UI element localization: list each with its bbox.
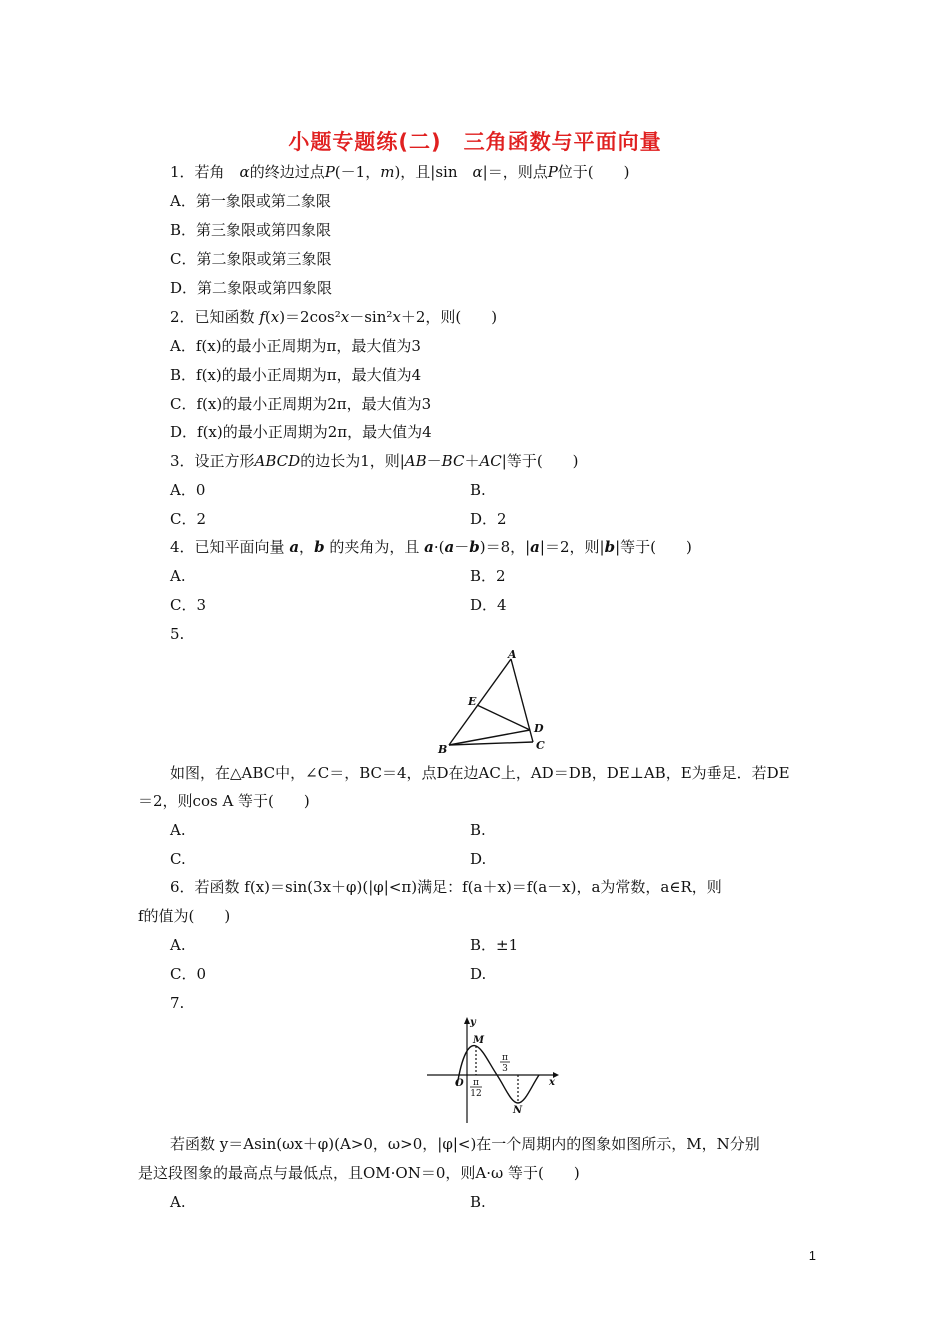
- q7-stem-line1: 若函数 y＝Asin(ωx＋φ)(A>0，ω>0，|φ|<)在一个周期内的图象如图所示，M，N分别: [170, 1135, 760, 1153]
- q6-option-b: B．±1: [470, 936, 519, 954]
- q6-option-a: A.: [170, 936, 186, 954]
- q2-stem: 2．已知函数 f(x)＝2cos²x－sin²x＋2，则( ): [170, 308, 498, 326]
- label-a: A: [508, 648, 517, 661]
- q4-option-a: A.: [170, 567, 186, 585]
- q1-option-b: B．第三象限或第四象限: [170, 221, 332, 239]
- page-number: 1: [808, 1248, 816, 1263]
- q2-option-d: D．f(x)的最小正周期为2π，最大值为4: [170, 423, 432, 441]
- q1-option-c: C．第二象限或第三象限: [170, 250, 332, 268]
- q7-number: 7.: [170, 994, 185, 1012]
- q5-number: 5.: [170, 625, 185, 643]
- q6-stem-line1: 6．若函数 f(x)＝sin(3x＋φ)(|φ|<π)满足：f(a＋x)＝f(a－x)，a为常数，a∈R，则: [170, 878, 722, 896]
- q2-option-a: A．f(x)的最小正周期为π，最大值为3: [170, 337, 421, 355]
- q6-stem-line2: f的值为( ): [138, 907, 231, 925]
- q1-stem: 1．若角 α的终边过点P(－1，m)，且|sin α|＝，则点P位于( ): [170, 163, 630, 181]
- label-o: O: [455, 1078, 464, 1089]
- edge-ab: [449, 659, 511, 745]
- q2-option-c: C．f(x)的最小正周期为2π，最大值为3: [170, 395, 432, 413]
- q5-option-b: B.: [470, 821, 486, 839]
- q7-option-a: A.: [170, 1193, 186, 1211]
- label-pi-over-3-numerator: π: [502, 1053, 508, 1063]
- sine-graph-figure: [425, 1015, 560, 1127]
- label-n: N: [513, 1105, 523, 1116]
- q2-option-b: B．f(x)的最小正周期为π，最大值为4: [170, 366, 422, 384]
- page-title: 小题专题练(二) 三角函数与平面向量: [288, 130, 662, 154]
- q3-option-d: D．2: [470, 510, 507, 528]
- q7-stem-line2: 是这段图象的最高点与最低点，且OM·ON＝0，则A·ω 等于( ): [138, 1164, 580, 1182]
- q1-option-a: A．第一象限或第二象限: [170, 192, 331, 210]
- label-e: E: [468, 695, 477, 708]
- q4-stem: 4．已知平面向量 a，b 的夹角为，且 a·(a－b)＝8，|a|＝2，则|b|等于( ): [170, 538, 692, 556]
- q5-stem-line2: ＝2，则cos A 等于( ): [138, 792, 310, 810]
- q4-option-b: B．2: [470, 567, 506, 585]
- q3-option-c: C．2: [170, 510, 207, 528]
- q4-option-c: C．3: [170, 596, 207, 614]
- label-c: C: [536, 739, 545, 752]
- label-pi-over-12-denominator: 12: [470, 1089, 482, 1099]
- label-y: y: [470, 1017, 476, 1028]
- label-m: M: [473, 1035, 485, 1046]
- q3-option-a: A．0: [170, 481, 206, 499]
- q7-option-b: B.: [470, 1193, 486, 1211]
- segment-de: [477, 705, 530, 730]
- q4-option-d: D．4: [470, 596, 507, 614]
- q1-option-d: D．第二象限或第四象限: [170, 279, 333, 297]
- q3-stem: 3．设正方形ABCD的边长为1，则|AB－BC＋AC|等于( ): [170, 452, 579, 470]
- q5-option-d: D.: [470, 850, 487, 868]
- q5-option-a: A.: [170, 821, 186, 839]
- q5-option-c: C.: [170, 850, 186, 868]
- triangle-figure: [430, 645, 560, 757]
- label-d: D: [534, 722, 544, 735]
- label-pi-over-3-denominator: 3: [502, 1064, 508, 1074]
- label-x: x: [549, 1077, 555, 1088]
- q3-option-b: B.: [470, 481, 486, 499]
- q6-option-c: C．0: [170, 965, 207, 983]
- q5-stem-line1: 如图，在△ABC中，∠C＝，BC＝4，点D在边AC上，AD＝DB，DE⊥AB，E为垂足．若DE: [170, 764, 790, 782]
- label-pi-over-12-numerator: π: [473, 1078, 479, 1088]
- q6-option-d: D.: [470, 965, 487, 983]
- label-b: B: [438, 743, 448, 756]
